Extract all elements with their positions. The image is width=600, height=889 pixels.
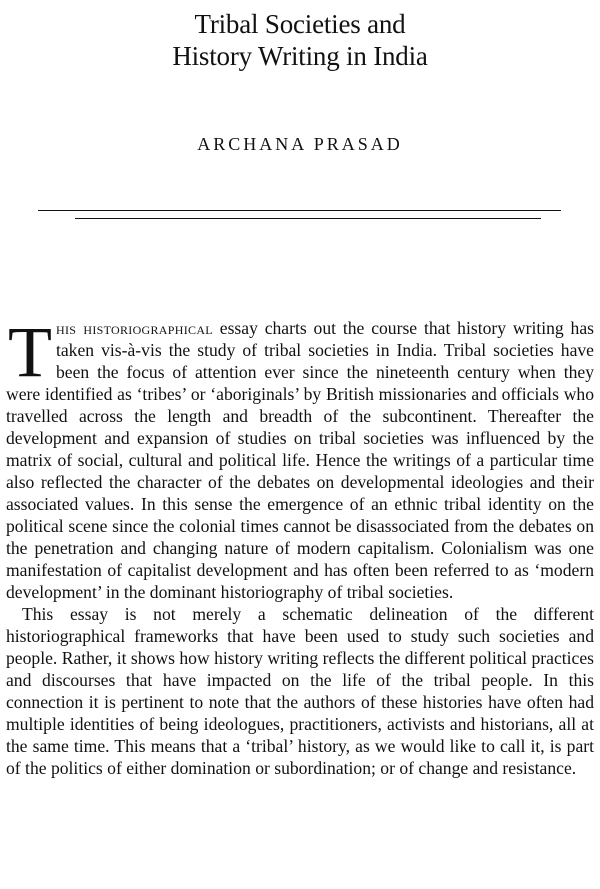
title-rule-lower bbox=[75, 218, 541, 219]
title-line-2: History Writing in India bbox=[172, 41, 428, 71]
author-name: ARCHANA PRASAD bbox=[197, 134, 403, 154]
article-body bbox=[6, 312, 594, 779]
article-title bbox=[0, 8, 600, 72]
title-rule-upper bbox=[38, 210, 561, 211]
paragraph-1 bbox=[6, 312, 594, 603]
lead-in-smallcaps: his historiographical bbox=[55, 318, 213, 338]
paragraph-2: This essay is not merely a schematic delineation of the different historiographical frameworks that have been used to study such societies and people. Rather, it shows how history writing reflects the different political practices and discourses that have impacted on the life of the tribal people. In this connection it is pertinent to note that the authors of these histories have often had multiple identities of being ideologues, practitioners, activists and historians, all at the same time. This means that a ‘tribal’ history, as we would like to call it, is part of the politics of either domination or subordination; or of change and resistance. bbox=[6, 604, 594, 778]
title-line-1: Tribal Societies and bbox=[194, 9, 406, 39]
drop-cap: T bbox=[8, 312, 52, 392]
paragraph-1-text: essay charts out the course that history writing has taken vis-à-vis the study of tribal societies in India. Tribal societies have been the focus of attention ever since the nineteenth century when they were identified as ‘tribes’ or ‘aboriginals’ by British missionaries and officials who travelled across the length and breadth of the subcontinent. Thereafter the development and expansion of studies on tribal societies was influenced by the matrix of social, cultural and political life. Hence the writings of a particular time also reflected the character of the debates on developmental ideologies and their associated values. In this sense the emergence of an ethnic tribal identity on the political scene since the colonial times cannot be disassociated from the debates on the penetration and changing nature of modern capitalism. Colonialism was one manifestation of capitalist development and has often been referred to as ‘modern development’ in the dominant historiography of tribal societies. bbox=[6, 318, 594, 602]
